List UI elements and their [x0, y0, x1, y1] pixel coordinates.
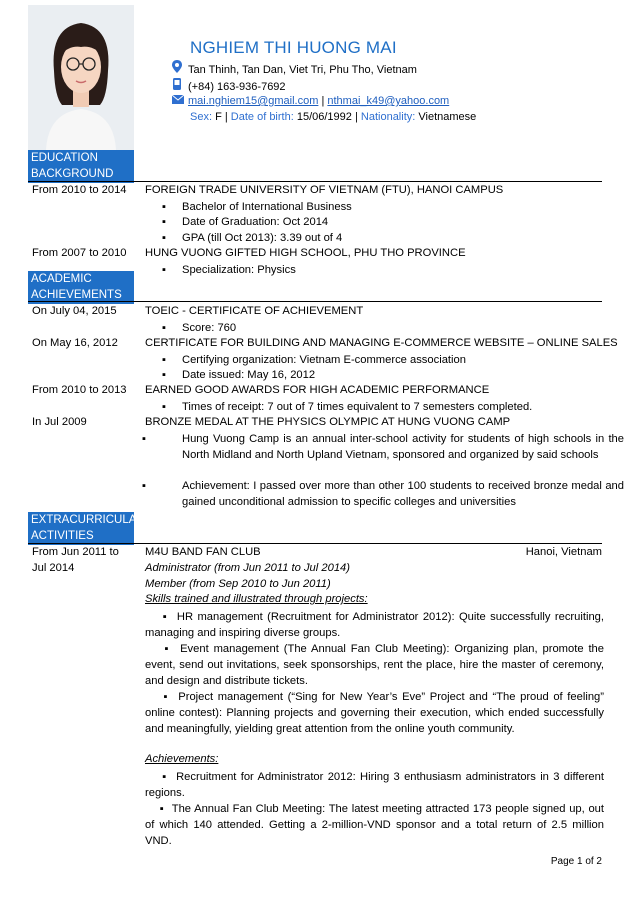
email-row: mai.nghiem15@gmail.com | nthmai_k49@yahoo.com: [172, 95, 449, 107]
email-link-yahoo[interactable]: nthmai_k49@yahoo.com: [327, 95, 450, 107]
bullet-item: ▪ Score: 760: [162, 322, 237, 334]
phone-row: [172, 78, 286, 93]
bullet-item: ▪ Certifying organization: Vietnam E-commerce association: [162, 354, 466, 366]
dob-value: 15/06/1992: [296, 111, 352, 123]
bullet-item: ▪ Achievement: I passed over more than other 100 students to received bronze medal and gained unconditional admission to specific colleges and universities: [142, 480, 624, 508]
sex-label: Sex:: [190, 111, 213, 123]
achievement-date: From 2010 to 2013: [32, 384, 127, 396]
bullet-item: ▪ Date issued: May 16, 2012: [162, 369, 316, 381]
envelope-icon: [172, 95, 188, 107]
activity-location: Hanoi, Vietnam: [525, 546, 602, 558]
personal-info-row: Sex: F | Date of birth: 15/06/1992 | Nationality: Vietnamese: [190, 111, 477, 123]
activity-role: Administrator (from Jun 2011 to Jul 2014): [145, 562, 350, 574]
achievement-title: CERTIFICATE FOR BUILDING AND MANAGING E-COMMERCE WEBSITE – ONLINE SALES: [145, 337, 618, 349]
section-divider: [28, 181, 602, 182]
education-title: HUNG VUONG GIFTED HIGH SCHOOL, PHU THO PROVINCE: [145, 247, 466, 259]
bullet-item: ▪ Bachelor of International Business: [162, 201, 352, 213]
phone-icon: [172, 78, 188, 93]
profile-photo: [28, 5, 134, 150]
activity-role: Member (from Sep 2010 to Jun 2011): [145, 578, 331, 590]
dob-label: Date of birth:: [230, 111, 294, 123]
achievements-heading: Achievements:: [145, 753, 219, 765]
section-heading-education: EDUCATION BACKGROUND: [28, 150, 134, 183]
nationality-label: Nationality:: [360, 111, 416, 123]
achievement-date: In Jul 2009: [32, 416, 87, 428]
achievement-paragraph: ▪ The Annual Fan Club Meeting: The latest meeting attracted 173 people signed up, out of which 140 attended. Getting a 2-million-VND sponsor and a total return of 2.5 million VND.: [145, 803, 604, 847]
address-row: [172, 60, 417, 76]
email-link-gmail[interactable]: mai.nghiem15@gmail.com: [188, 95, 319, 107]
candidate-name: NGHIEM THI HUONG MAI: [190, 38, 397, 57]
section-heading-extracurricular: EXTRACURRICULAR ACTIVITIES: [28, 512, 134, 545]
section-divider: [28, 543, 602, 544]
phone-text: (+84) 163-936-7692: [188, 81, 286, 93]
achievement-title: TOEIC - CERTIFICATE OF ACHIEVEMENT: [145, 305, 364, 317]
education-date: From 2007 to 2010: [32, 247, 127, 259]
bullet-item: ▪ Times of receipt: 7 out of 7 times equivalent to 7 semesters completed.: [162, 401, 533, 413]
sex-value: F: [215, 111, 222, 123]
education-date: From 2010 to 2014: [32, 184, 127, 196]
achievement-date: On July 04, 2015: [32, 305, 117, 317]
achievement-title: EARNED GOOD AWARDS FOR HIGH ACADEMIC PERFORMANCE: [145, 384, 490, 396]
page-number: Page 1 of 2: [550, 856, 602, 867]
activity-date-end: Jul 2014: [32, 562, 75, 574]
activity-date-start: From Jun 2011 to: [32, 546, 119, 558]
bullet-item: ▪ Date of Graduation: Oct 2014: [162, 216, 329, 228]
bullet-item: ▪ Specialization: Physics: [162, 264, 296, 276]
section-heading-academic: ACADEMIC ACHIEVEMENTS: [28, 271, 134, 304]
nationality-value: Vietnamese: [418, 111, 477, 123]
bullet-item: ▪ Hung Vuong Camp is an annual inter-school activity for students of high schools in the North Midland and North Upland Vietnam, sponsored and organized by said schools: [142, 433, 624, 461]
map-pin-icon: [172, 60, 188, 76]
section-divider: [28, 301, 602, 302]
education-title: FOREIGN TRADE UNIVERSITY OF VIETNAM (FTU), HANOI CAMPUS: [145, 184, 504, 196]
skills-heading: Skills trained and illustrated through projects:: [145, 593, 368, 605]
skill-paragraph: ▪ Event management (The Annual Fan Club Meeting): Organizing plan, promote the event, send out invitations, seek sponsorships, rent the place, hire the master of ceremony, and design and distribute tickets.: [145, 643, 604, 687]
achievement-paragraph: ▪ Recruitment for Administrator 2012: Hiring 3 enthusiasm administrators in 3 different regions.: [145, 771, 604, 799]
bullet-item: ▪ GPA (till Oct 2013): 3.39 out of 4: [162, 232, 343, 244]
achievement-title: BRONZE MEDAL AT THE PHYSICS OLYMPIC AT HUNG VUONG CAMP: [145, 416, 511, 428]
activity-org: M4U BAND FAN CLUB: [145, 546, 261, 558]
achievement-date: On May 16, 2012: [32, 337, 118, 349]
skill-paragraph: ▪ HR management (Recruitment for Administrator 2012): Quite successfully recruiting, managing and inspiring diverse groups.: [145, 611, 604, 639]
address-text: Tan Thinh, Tan Dan, Viet Tri, Phu Tho, Vietnam: [188, 64, 417, 76]
skill-paragraph: ▪ Project management (“Sing for New Year’s Eve” Project and “The proud of feeling” online contest): Planning projects and governing their execution, which ended successfully and meaningfully, yielding great attention from the online youth community.: [145, 691, 604, 735]
